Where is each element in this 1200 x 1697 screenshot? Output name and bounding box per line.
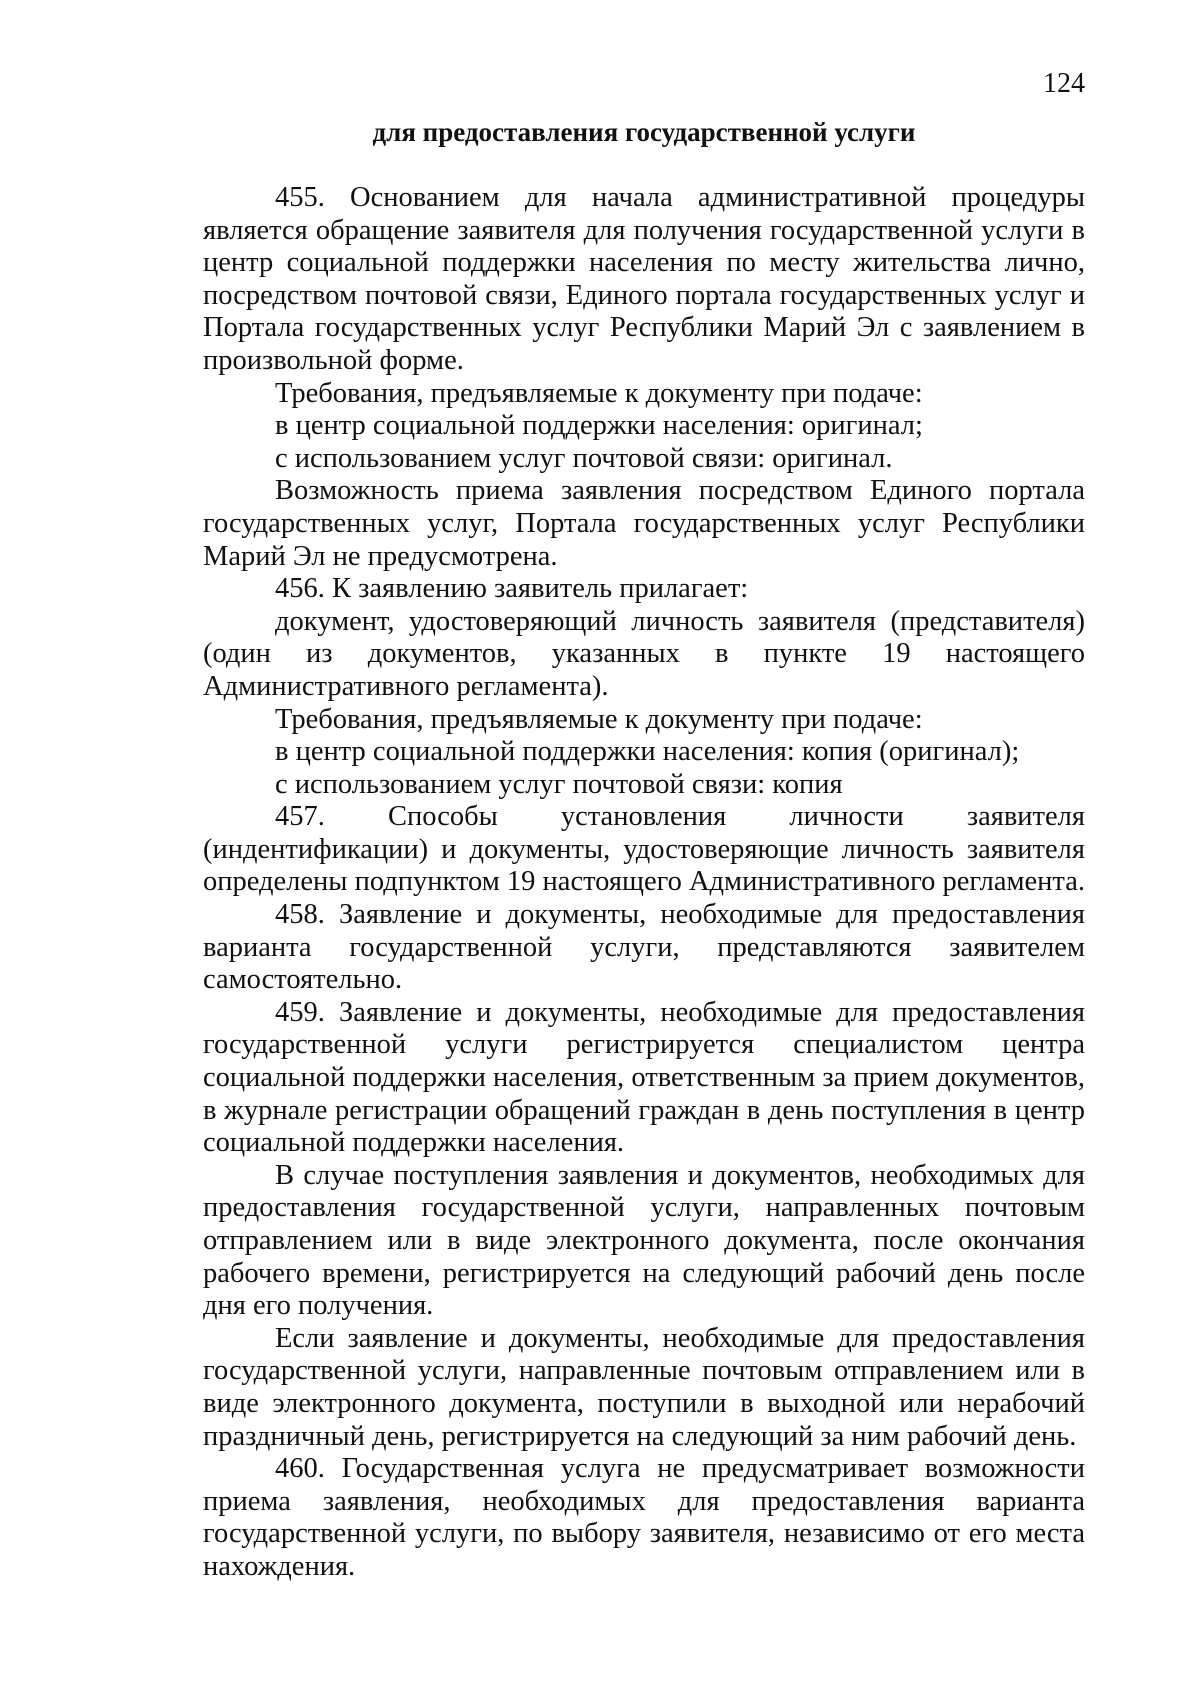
paragraph-requirement-post-2: с использованием услуг почтовой связи: копия — [275, 768, 843, 800]
paragraph-459: 459. Заявление и документы, необходимые для предоставления государственной услуги регистрируется специалистом центра социальной поддержки населения, ответственным за прием документов, в журнале регистрации обращений граждан в день поступления в центр социальной поддержки населения. — [203, 996, 1085, 1159]
paragraph-holiday: Если заявление и документы, необходимые для предоставления государственной услуги, направленные почтовым отправлением или в виде электронного документа, поступили в выходной или нерабочий праздничный день, регистрируется на следующий за ним рабочий день. — [203, 1322, 1085, 1452]
paragraph-455: 455. Основанием для начала административной процедуры является обращение заявителя для получения государственной услуги в центр социальной поддержки населения по месту жительства лично, посредством почтовой связи, Единого портала государственных услуг и Портала государственных услуг Республики Марий Эл с заявлением в произвольной форме. — [203, 182, 1085, 376]
page-number: 124 — [1043, 68, 1085, 99]
paragraph-460: 460. Государственная услуга не предусматривает возможности приема заявления, необходимых для предоставления варианта государственной услуги, по выбору заявителя, независимо от его места нахождения. — [203, 1453, 1085, 1582]
paragraph-458: 458. Заявление и документы, необходимые для предоставления варианта государственной услуги, представляются заявителем самостоятельно. — [203, 899, 1085, 996]
paragraph-requirement-center: в центр социальной поддержки населения: оригинал; — [275, 410, 923, 442]
paragraph-requirement-center-2: в центр социальной поддержки населения: копия (оригинал); — [275, 736, 1020, 768]
paragraph-requirement-post: с использованием услуг почтовой связи: оригинал. — [275, 442, 893, 474]
section-heading: для предоставления государственной услуги — [372, 117, 916, 147]
paragraph-portal-note: Возможность приема заявления посредством Единого портала государственных услуг, Портала государственных услуг Республики Марий Эл не предусмотрена. — [203, 475, 1085, 572]
paragraph-after-hours: В случае поступления заявления и документов, необходимых для предоставления государственной услуги, направленных почтовым отправлением или в виде электронного документа, после окончания рабочего времени, регистрируется на следующий рабочий день после дня его получения. — [203, 1159, 1085, 1322]
paragraph-identity-document: документ, удостоверяющий личность заявителя (представителя) (один из документов, указанных в пункте 19 настоящего Административного регламента). — [203, 605, 1085, 702]
paragraph-456: 456. К заявлению заявитель прилагает: — [275, 573, 749, 605]
paragraph-requirements: Требования, предъявляемые к документу при подаче: — [275, 377, 923, 409]
paragraph-requirements-2: Требования, предъявляемые к документу при подаче: — [275, 703, 923, 735]
paragraph-457: 457. Способы установления личности заявителя (индентификации) и документы, удостоверяющие личность заявителя определены подпунктом 19 настоящего Административного регламента. — [203, 801, 1085, 898]
document-body — [203, 182, 1085, 1584]
